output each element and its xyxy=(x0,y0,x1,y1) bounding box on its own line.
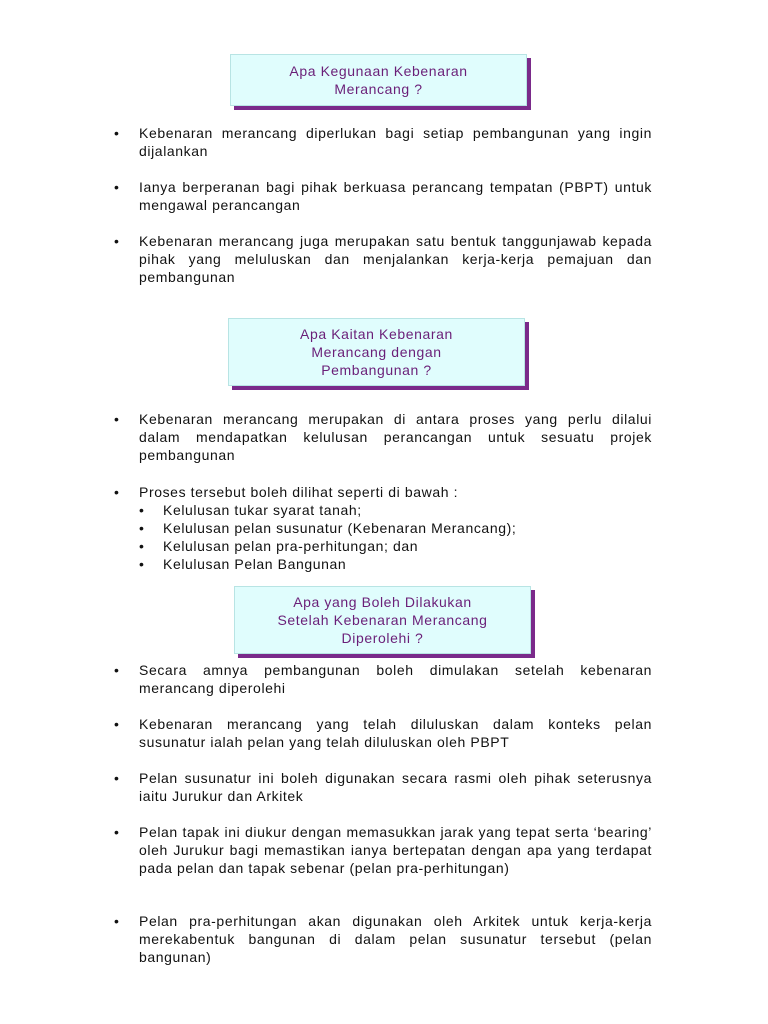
bullet-text: Secara amnya pembangunan boleh dimulakan setelah kebenaran merancang diperolehi xyxy=(139,662,652,696)
bullet-text: Pelan susunatur ini boleh digunakan secara rasmi oleh pihak seterusnya iaitu Jurukur dan Arkitek xyxy=(139,770,652,804)
heading-line: Diperolehi ? xyxy=(341,630,424,646)
bullet-dot: • xyxy=(114,125,119,141)
bullet-dot: • xyxy=(114,233,119,249)
heading-line: Merancang dengan xyxy=(311,344,442,360)
bullet-dot: • xyxy=(114,411,119,427)
bullet-dot: • xyxy=(114,662,119,678)
heading-line: Merancang ? xyxy=(334,81,423,97)
heading-box-boleh-dilakukan xyxy=(234,586,531,654)
bullet-text: Kebenaran merancang yang telah diluluskan dalam konteks pelan susunatur ialah pelan yang telah diluluskan oleh PBPT xyxy=(139,716,652,750)
bullet-text: Proses tersebut boleh dilihat seperti di bawah : xyxy=(139,484,459,500)
heading-box-kegunaan xyxy=(230,54,527,106)
heading-line: Apa yang Boleh Dilakukan xyxy=(293,594,472,610)
bullet-dot: • xyxy=(114,770,119,786)
sub-bullet-text: Kelulusan pelan pra-perhitungan; dan xyxy=(163,538,419,554)
bullet-text: Kebenaran merancang merupakan di antara proses yang perlu dilalui dalam mendapatkan kelulusan perancangan untuk sesuatu projek pembangunan xyxy=(139,411,652,463)
heading-line: Pembangunan ? xyxy=(321,362,432,378)
sub-bullet-dot: • xyxy=(139,520,144,536)
heading-line: Apa Kegunaan Kebenaran xyxy=(289,63,468,79)
sub-bullet-text: Kelulusan pelan susunatur (Kebenaran Merancang); xyxy=(163,520,517,536)
bullet-text: Ianya berperanan bagi pihak berkuasa perancang tempatan (PBPT) untuk mengawal perancangan xyxy=(139,179,652,213)
heading-line: Apa Kaitan Kebenaran xyxy=(300,326,453,342)
sub-bullet-dot: • xyxy=(139,502,144,518)
bullet-dot: • xyxy=(114,716,119,732)
bullet-dot: • xyxy=(114,484,119,500)
heading-box-kaitan xyxy=(228,318,525,386)
bullet-dot: • xyxy=(114,913,119,929)
sub-bullet-dot: • xyxy=(139,556,144,572)
heading-line: Setelah Kebenaran Merancang xyxy=(277,612,488,628)
bullet-text: Pelan pra-perhitungan akan digunakan oleh Arkitek untuk kerja-kerja merekabentuk bangunan di dalam pelan susunatur tersebut (pelan bangunan) xyxy=(139,913,652,965)
bullet-text: Kebenaran merancang juga merupakan satu bentuk tanggunjawab kepada pihak yang meluluskan dan menjalankan kerja-kerja pemajuan dan pembangunan xyxy=(139,233,652,285)
bullet-text: Pelan tapak ini diukur dengan memasukkan jarak yang tepat serta ‘bearing’ oleh Jurukur bagi memastikan ianya bertepatan dengan apa yang terdapat pada pelan dan tapak sebenar (pelan pra-perhitungan) xyxy=(139,824,652,876)
bullet-dot: • xyxy=(114,179,119,195)
bullet-dot: • xyxy=(114,824,119,840)
sub-bullet-text: Kelulusan tukar syarat tanah; xyxy=(163,502,362,518)
sub-bullet-text: Kelulusan Pelan Bangunan xyxy=(163,556,347,572)
sub-bullet-dot: • xyxy=(139,538,144,554)
bullet-text: Kebenaran merancang diperlukan bagi setiap pembangunan yang ingin dijalankan xyxy=(139,125,652,159)
